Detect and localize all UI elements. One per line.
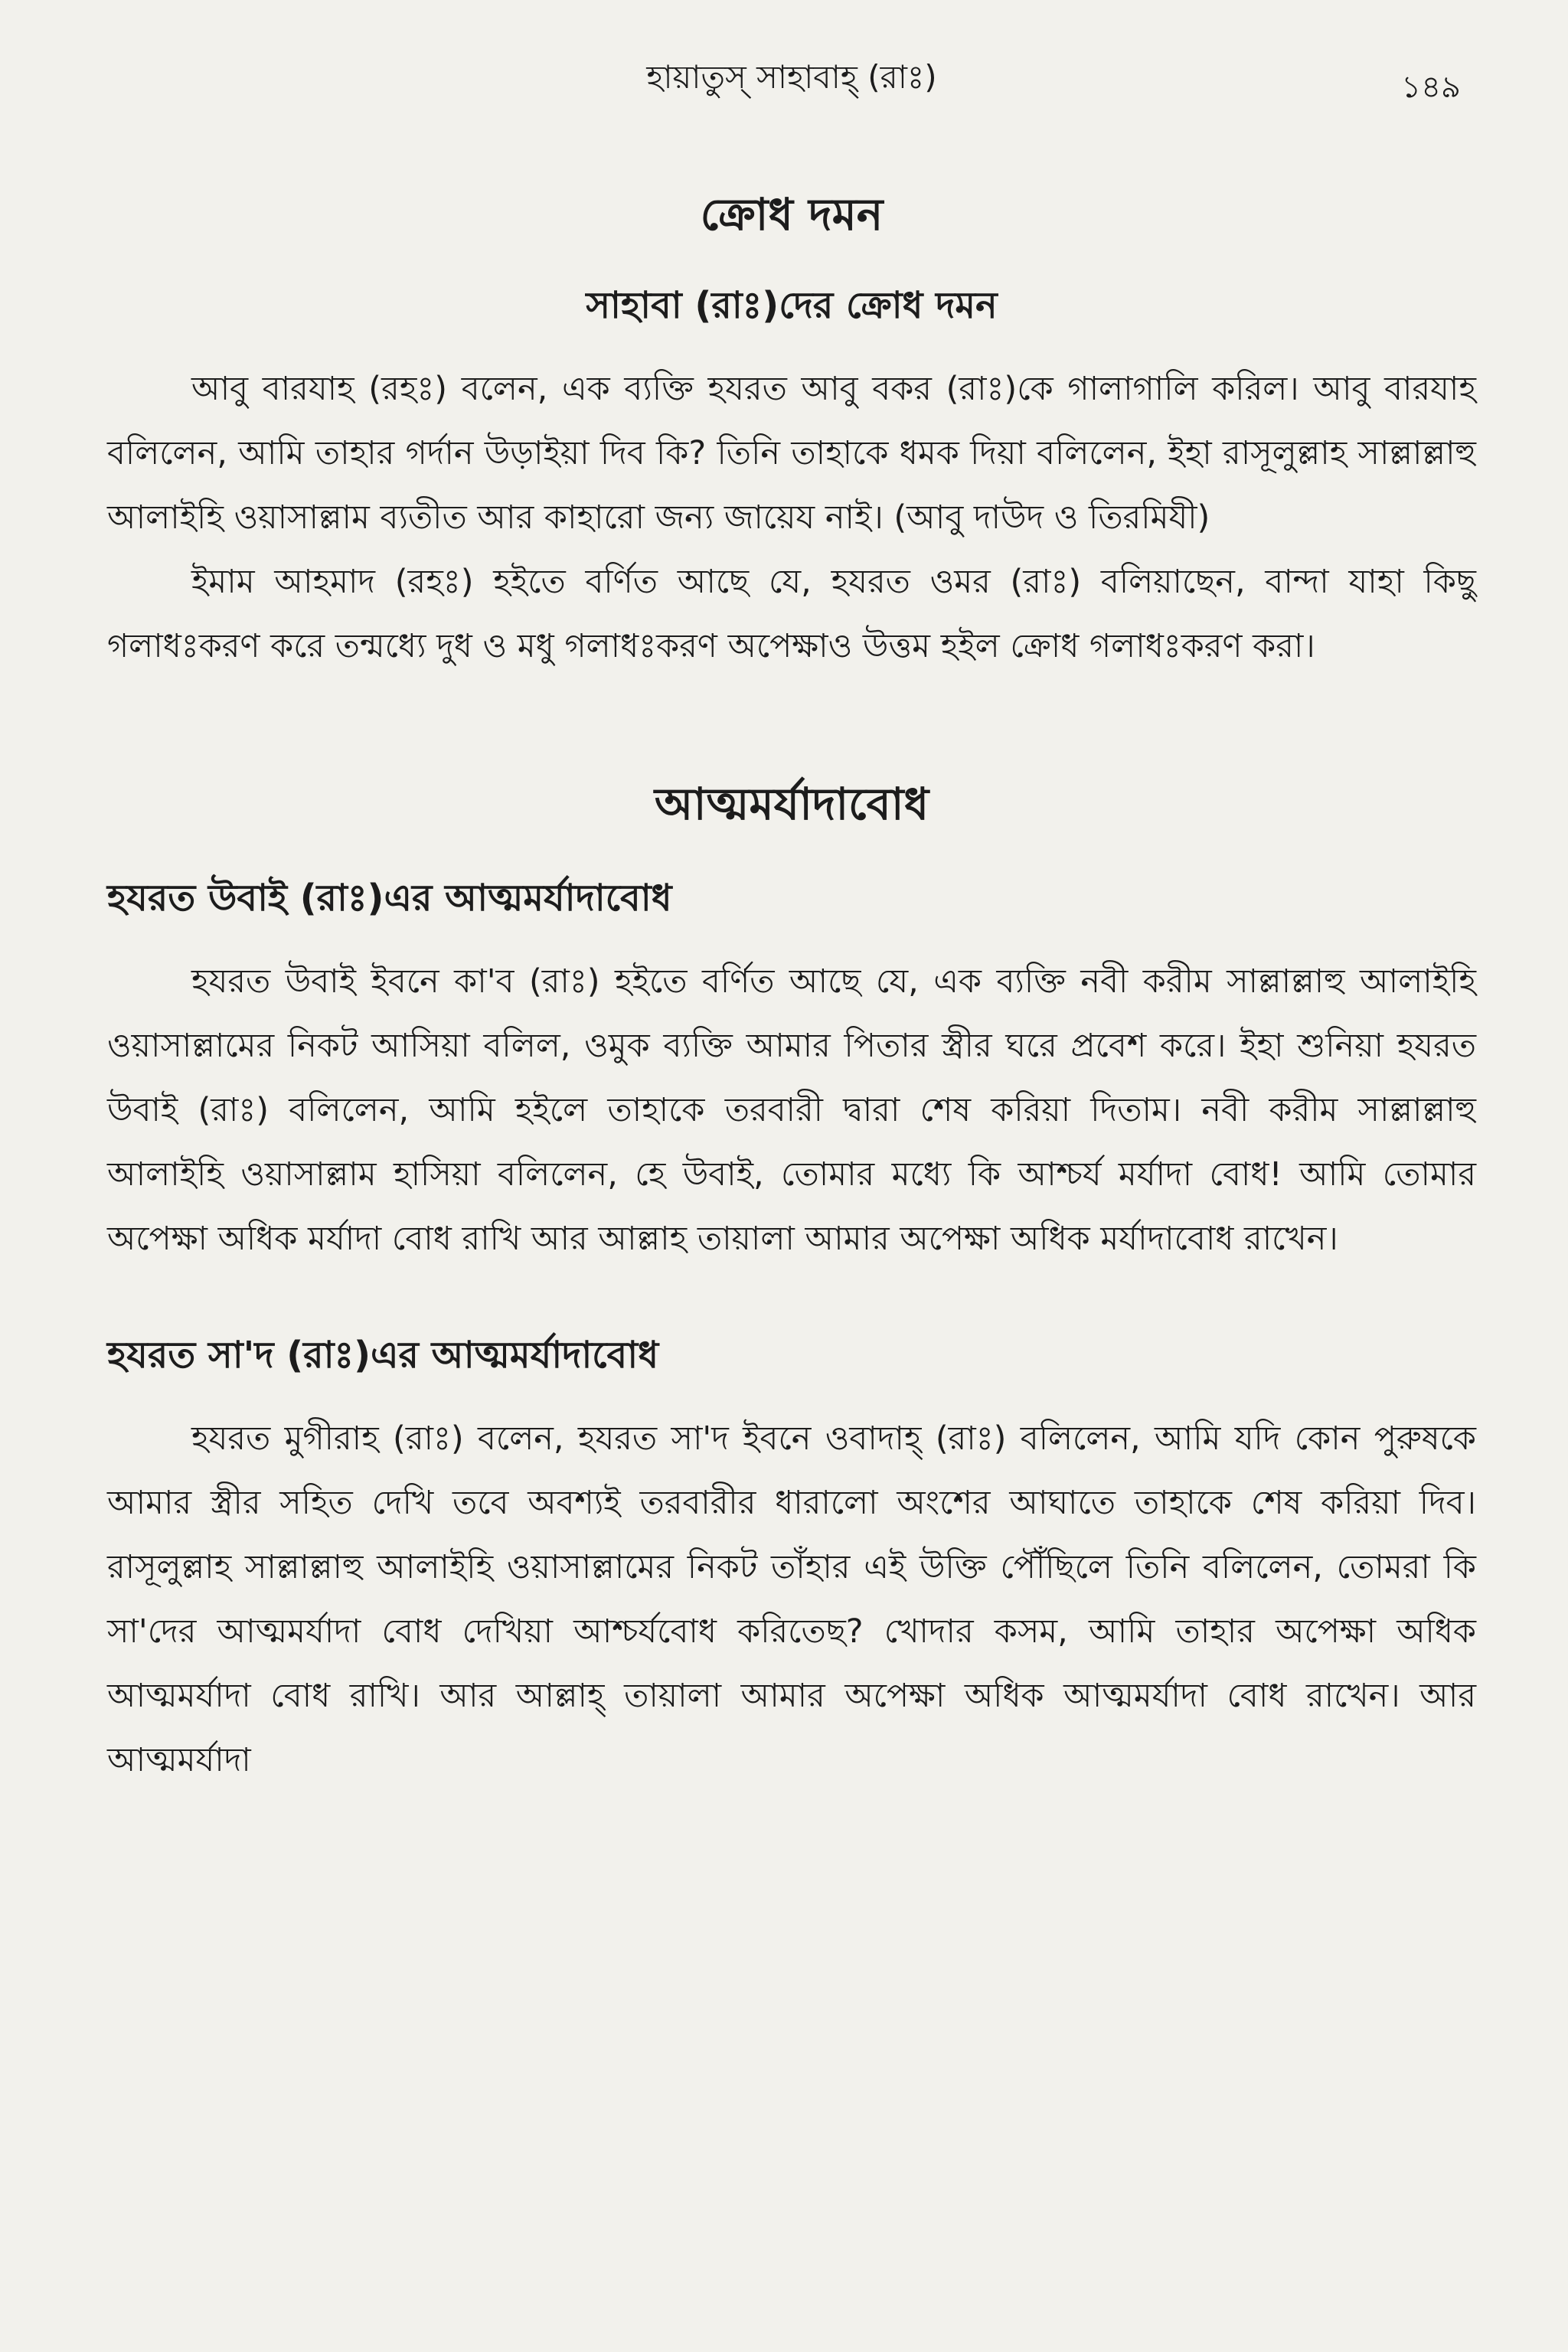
paragraph: হযরত উবাই ইবনে কা'ব (রাঃ) হইতে বর্ণিত আছে যে, এক ব্যক্তি নবী করীম সাল্লাল্লাহু আলাইহি ওয়াসাল্লামের নিকট আসিয়া বলিল, ওমুক ব্যক্তি আমার পিতার স্ত্রীর ঘরে প্রবেশ করে। ইহা শুনিয়া হযরত উবাই (রাঃ) বলিলেন, আমি হইলে তাহাকে তরবারী দ্বারা শেষ করিয়া দিতাম। নবী করীম সাল্লাল্লাহু আলাইহি ওয়াসাল্লাম হাসিয়া বলিলেন, হে উবাই, তোমার মধ্যে কি আশ্চর্য মর্যাদা বোধ! আমি তোমার অপেক্ষা অধিক মর্যাদা বোধ রাখি আর আল্লাহ তায়ালা আমার অপেক্ষা অধিক মর্যাদাবোধ রাখেন। (107, 962, 1476, 1258)
chapter-title-anger-control: ক্রোধ দমন (700, 188, 884, 240)
section-heading-companions-anger-control: সাহাবা (রাঃ)দের ক্রোধ দমন (586, 284, 998, 327)
running-header (107, 43, 1476, 104)
section-spacer (107, 1271, 1476, 1302)
running-title: হায়াতুস্ সাহাবাহ্ (রাঃ) (646, 58, 937, 96)
section-heading-saad-self-respect: হযরত সা'দ (রাঃ)এর আত্মমর্যাদাবোধ (107, 1334, 659, 1377)
page-number: ১৪৯ (1401, 70, 1461, 105)
chapter-title-self-respect: আত্মমর্যাদাবোধ (654, 778, 929, 830)
paragraph: আবু বারযাহ (রহঃ) বলেন, এক ব্যক্তি হযরত আবু বকর (রাঃ)কে গালাগালি করিল। আবু বারযাহ বলিলেন, আমি তাহার গর্দান উড়াইয়া দিব কি? তিনি তাহাকে ধমক দিয়া বলিলেন, ইহা রাসূলুল্লাহ সাল্লাল্লাহু আলাইহি ওয়াসাল্লাম ব্যতীত আর কাহারো জন্য জায়েয নাই। (আবু দাউদ ও তিরমিযী) (107, 370, 1476, 537)
section-heading-ubai-self-respect: হযরত উবাই (রাঃ)এর আত্মমর্যাদাবোধ (107, 877, 672, 920)
paragraph: ইমাম আহমাদ (রহঃ) হইতে বর্ণিত আছে যে, হযরত ওমর (রাঃ) বলিয়াছেন, বান্দা যাহা কিছু গলাধঃকরণ করে তন্মধ্যে দুধ ও মধু গলাধঃকরণ অপেক্ষাও উত্তম হইল ক্রোধ গলাধঃকরণ করা। (107, 563, 1476, 665)
paragraph: হযরত মুগীরাহ (রাঃ) বলেন, হযরত সা'দ ইবনে ওবাদাহ্ (রাঃ) বলিলেন, আমি যদি কোন পুরুষকে আমার স্ত্রীর সহিত দেখি তবে অবশ্যই তরবারীর ধারালো অংশের আঘাতে তাহাকে শেষ করিয়া দিব। রাসূলুল্লাহ সাল্লাল্লাহু আলাইহি ওয়াসাল্লামের নিকট তাঁহার এই উক্তি পৌঁছিলে তিনি বলিলেন, তোমরা কি সা'দের আত্মমর্যাদা বোধ দেখিয়া আশ্চর্যবোধ করিতেছ? খোদার কসম, আমি তাহার অপেক্ষা অধিক আত্মমর্যাদা বোধ রাখি। আর আল্লাহ্ তায়ালা আমার অপেক্ষা অধিক আত্মমর্যাদা বোধ রাখেন। আর আত্মমর্যাদা (107, 1419, 1476, 1779)
